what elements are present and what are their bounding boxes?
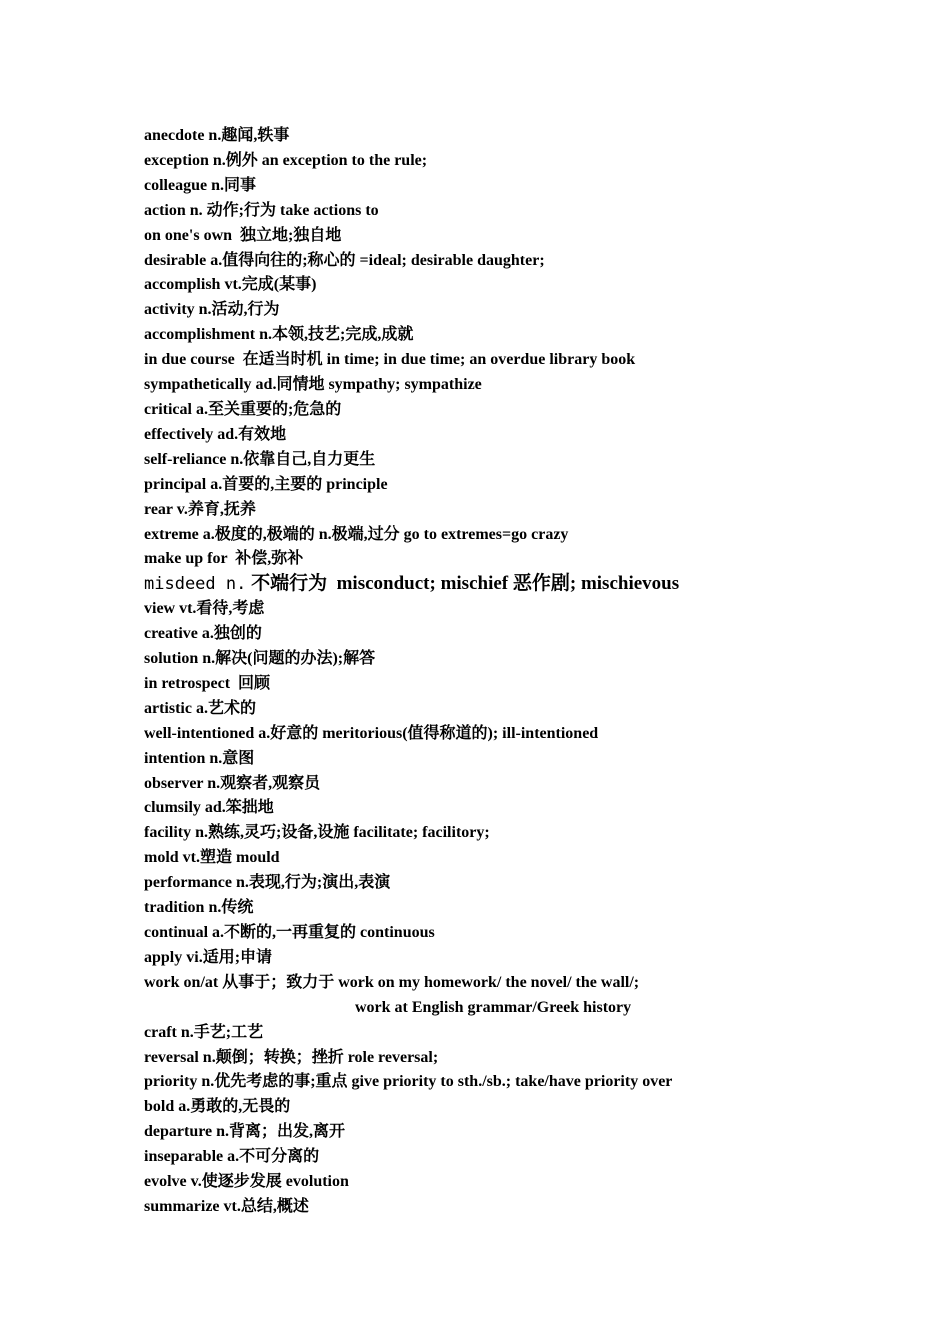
- vocab-entry: solution n.解决(问题的办法);解答: [144, 650, 376, 668]
- vocab-entry: principal a.首要的,主要的 principle: [144, 475, 388, 493]
- vocab-entry: rear v.养育,抚养: [144, 500, 256, 518]
- vocab-entry: performance n.表现,行为;演出,表演: [144, 874, 391, 892]
- vocab-entry: apply vi.适用;申请: [144, 948, 273, 966]
- vocab-entry: inseparable a.不可分离的: [144, 1148, 320, 1166]
- vocab-entry: evolve v.使逐步发展 evolution: [144, 1173, 349, 1191]
- vocab-entry: in retrospect 回顾: [144, 674, 271, 692]
- vocab-entry: accomplishment n.本领,技艺;完成,成就: [144, 326, 414, 344]
- vocab-entry: view vt.看待,考虑: [144, 600, 265, 618]
- vocab-entry: artistic a.艺术的: [144, 699, 256, 717]
- vocab-entry-headword: misdeed n.: [144, 574, 247, 595]
- vocab-entry: continual a.不断的,一再重复的 continuous: [144, 924, 435, 941]
- vocab-entry: extreme a.极度的,极端的 n.极端,过分 go to extremes=go crazy: [144, 525, 569, 543]
- vocab-entry: mold vt.塑造 mould: [144, 849, 280, 867]
- vocabulary-list: [144, 124, 844, 1220]
- vocab-entry: on one's own 独立地;独自地: [144, 226, 342, 244]
- vocab-entry: colleague n.同事: [144, 176, 256, 194]
- vocab-entry-continuation: work at English grammar/Greek history: [355, 998, 632, 1016]
- vocab-entry: effectively ad.有效地: [144, 425, 287, 443]
- vocab-entry: intention n.意图: [144, 749, 255, 767]
- vocab-entry: action n. 动作;行为 take actions to: [144, 201, 379, 219]
- vocab-entry: activity n.活动,行为: [144, 301, 280, 319]
- vocab-entry: clumsily ad.笨拙地: [144, 799, 274, 817]
- vocab-entry: anecdote n.趣闻,轶事: [144, 127, 290, 144]
- vocab-entry: creative a.独创的: [144, 625, 262, 643]
- vocab-entry-large: [144, 572, 844, 597]
- vocab-entry: in due course 在适当时机 in time; in due time; an overdue library book: [144, 351, 636, 369]
- vocab-entry: accomplish vt.完成(某事): [144, 276, 317, 294]
- vocab-entry: well-intentioned a.好意的 meritorious(值得称道的); ill-intentioned: [144, 724, 599, 742]
- vocab-entry: critical a.至关重要的;危急的: [144, 400, 342, 418]
- vocab-entry: sympathetically ad.同情地 sympathy; sympathize: [144, 376, 482, 394]
- vocab-entry: summarize vt.总结,概述: [144, 1197, 309, 1215]
- vocab-entry: facility n.熟练,灵巧;设备,设施 facilitate; facilitory;: [144, 824, 490, 842]
- vocab-entry: make up for 补偿,弥补: [144, 550, 304, 568]
- vocab-entry: desirable a.值得向往的;称心的 =ideal; desirable daughter;: [144, 251, 545, 269]
- vocab-entry: exception n.例外 an exception to the rule;: [144, 151, 428, 169]
- vocab-entry-definition: 不端行为 misconduct; mischief 恶作剧; mischievous: [246, 573, 680, 595]
- vocab-entry: craft n.手艺;工艺: [144, 1023, 264, 1041]
- vocab-entry: bold a.勇敢的,无畏的: [144, 1098, 291, 1116]
- vocab-entry: reversal n.颠倒；转换；挫折 role reversal;: [144, 1048, 439, 1066]
- vocab-entry: priority n.优先考虑的事;重点 give priority to sth./sb.; take/have priority over: [144, 1073, 673, 1091]
- vocab-entry: self-reliance n.依靠自己,自力更生: [144, 450, 376, 468]
- vocab-entry: work on/at 从事于；致力于 work on my homework/ the novel/ the wall/;: [144, 973, 640, 991]
- vocab-entry: tradition n.传统: [144, 899, 254, 917]
- vocab-entry: observer n.观察者,观察员: [144, 774, 321, 792]
- vocab-entry: departure n.背离；出发,离开: [144, 1123, 346, 1141]
